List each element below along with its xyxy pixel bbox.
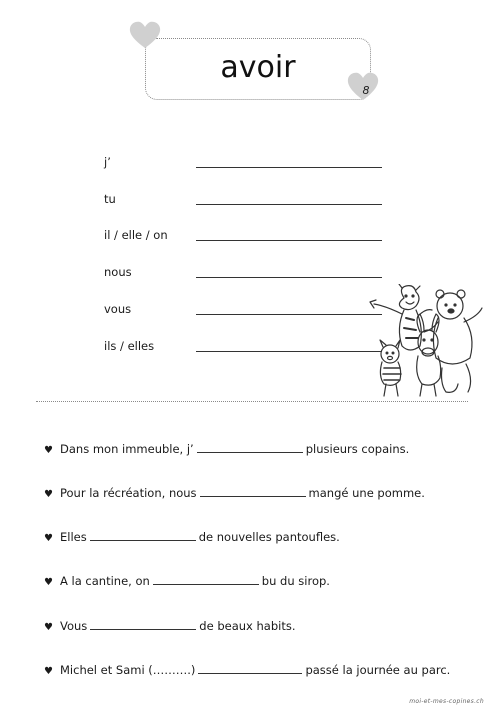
pronoun-label: ils / elles <box>104 339 155 353</box>
pronoun-label: j’ <box>104 155 111 169</box>
heart-bullet-icon: ♥ <box>44 577 53 588</box>
exercise-sentence <box>44 618 296 636</box>
pronoun-label: il / elle / on <box>104 228 168 242</box>
sentence-start: Michel et Sami (……….) <box>60 663 196 677</box>
conjugation-row <box>0 227 500 247</box>
conjugation-row <box>0 191 500 211</box>
pronoun-label: nous <box>104 265 132 279</box>
worksheet-number: 8 <box>362 84 370 97</box>
sentence-end: bu du sirop. <box>261 574 330 588</box>
exercise-sentence <box>44 662 450 680</box>
heart-bullet-icon: ♥ <box>44 622 53 633</box>
footer-credit: moi-et-mes-copines.ch <box>409 698 484 705</box>
answer-line[interactable] <box>196 314 382 315</box>
answer-line[interactable] <box>196 277 382 278</box>
answer-blank[interactable] <box>90 529 196 541</box>
sentence-start: Dans mon immeuble, j’ <box>60 442 194 456</box>
answer-line[interactable] <box>196 240 382 241</box>
pronoun-label: tu <box>104 192 116 206</box>
exercise-sentence <box>44 529 340 547</box>
sentence-start: A la cantine, on <box>60 574 150 588</box>
sentence-start: Pour la récréation, nous <box>60 486 197 500</box>
answer-blank[interactable] <box>198 662 302 674</box>
conjugation-row <box>0 154 500 174</box>
heart-bullet-icon: ♥ <box>44 489 53 500</box>
sentence-end: mangé une pomme. <box>308 486 425 500</box>
sentence-end: de nouvelles pantoufles. <box>198 530 340 544</box>
answer-blank[interactable] <box>90 618 196 630</box>
sentence-end: de beaux habits. <box>199 619 296 633</box>
answer-blank[interactable] <box>153 573 259 585</box>
exercise-sentence <box>44 441 409 459</box>
sentence-start: Vous <box>60 619 88 633</box>
sentence-end: plusieurs copains. <box>305 442 410 456</box>
exercise-sentence <box>44 485 425 503</box>
pronoun-label: vous <box>104 302 132 316</box>
answer-line[interactable] <box>196 167 382 168</box>
conjugation-row <box>0 264 500 284</box>
answer-blank[interactable] <box>200 485 306 497</box>
heart-bullet-icon: ♥ <box>44 533 53 544</box>
heart-bullet-icon: ♥ <box>44 445 53 456</box>
answer-blank[interactable] <box>197 441 303 453</box>
exercise-sentence <box>44 573 330 591</box>
answer-line[interactable] <box>196 351 382 352</box>
heart-bullet-icon: ♥ <box>44 666 53 677</box>
answer-line[interactable] <box>196 204 382 205</box>
sentence-start: Elles <box>60 530 87 544</box>
heart-icon <box>128 20 162 50</box>
sentence-end: passé la journée au parc. <box>305 663 451 677</box>
section-divider <box>36 401 468 402</box>
cartoon-characters-illustration <box>366 284 490 404</box>
page-title: avoir <box>220 50 296 85</box>
